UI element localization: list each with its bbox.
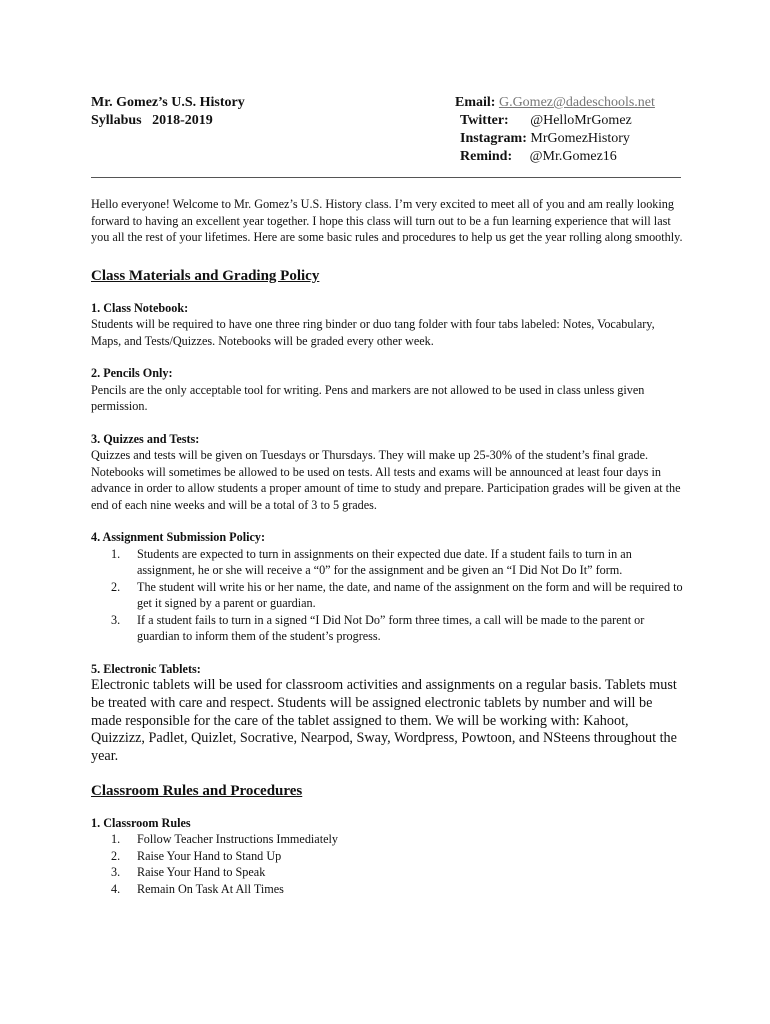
list-number: 2.: [111, 848, 121, 863]
list-text: The student will write his or her name, the date, and name of the assignment on the form and will be required to get it signed by a parent or guardian.: [137, 579, 683, 610]
section-heading-materials: Class Materials and Grading Policy: [91, 267, 320, 284]
item-title: 3. Quizzes and Tests:: [91, 431, 200, 446]
list-item: [91, 546, 683, 579]
list-number: 2.: [111, 579, 121, 594]
item-text: Quizzes and tests will be given on Tuesdays or Thursdays. They will make up 25-30% of the student’s final grade. Notebooks will sometimes be allowed to be used on tests. All tests and exams will be announced at least four days in advance in order to allow students a proper amount of time to study and prepare. Participation grades will be given at the end of each nine weeks and will be a total of 3 to 5 grades.: [91, 448, 681, 512]
contact-block: [455, 94, 655, 166]
item-text: Students will be required to have one three ring binder or duo tang folder with four tabs labeled: Notes, Vocabulary, Maps, and Tests/Quizzes. Notebooks will be graded every other week.: [91, 317, 655, 348]
list-number: 3.: [111, 612, 121, 627]
item-text: Pencils are the only acceptable tool for writing. Pens and markers are not allowed to be used in class unless given permission.: [91, 382, 645, 413]
list-text: Follow Teacher Instructions Immediately: [137, 832, 338, 847]
instagram-label: Instagram:: [460, 131, 527, 146]
list-number: 1.: [111, 546, 121, 561]
email-label: Email:: [455, 95, 496, 110]
list-item: [91, 848, 683, 865]
list-text: Raise Your Hand to Stand Up: [137, 848, 282, 863]
remind-handle: @Mr.Gomez16: [529, 149, 617, 164]
remind-row: [455, 148, 655, 166]
email-row: [455, 94, 655, 112]
item-assignment-submission: [91, 529, 683, 645]
item-title: 1. Classroom Rules: [91, 815, 191, 830]
list-text: Remain On Task At All Times: [137, 881, 284, 896]
list-item: [91, 831, 683, 848]
list-text: Raise Your Hand to Speak: [137, 865, 266, 880]
section-heading-rules: Classroom Rules and Procedures: [91, 782, 303, 799]
list-number: 4.: [111, 881, 121, 896]
item-class-notebook: [91, 300, 683, 350]
syllabus-body: [91, 196, 683, 913]
list-item: [91, 864, 683, 881]
item-classroom-rules: [91, 815, 683, 898]
item-title: 2. Pencils Only:: [91, 366, 173, 380]
title-line-1: Mr. Gomez’s U.S. History: [91, 95, 245, 110]
email-link[interactable]: G.Gomez@dadeschools.net: [498, 95, 655, 110]
instagram-handle: MrGomezHistory: [530, 131, 630, 146]
instagram-row: [455, 130, 655, 148]
header-divider: [91, 177, 681, 178]
item-title: 5. Electronic Tablets:: [91, 661, 201, 676]
list-item: [91, 881, 683, 898]
item-title: 4. Assignment Submission Policy:: [91, 530, 266, 544]
item-text: Electronic tablets will be used for classroom activities and assignments on a regular basis. Tablets must be treated with care and respect. Students will be assigned electronic tablets by number and will be made responsible for the care of the tablet assigned to them. We will be working with: Kahoot, Quizzizz, Padlet, Quizlet, Socrative, Nearpod, Sway, Wordpress, Powtoon, and NSteens throughout the year.: [91, 677, 677, 765]
list-text: If a student fails to turn in a signed “I Did Not Do” form three times, a call will be made to the parent or guardian to inform them of the student’s progress.: [137, 612, 645, 643]
list-number: 3.: [111, 865, 121, 880]
intro-paragraph: Hello everyone! Welcome to Mr. Gomez’s U.S. History class. I’m very excited to meet all of you and am really looking forward to having an excellent year together. I hope this class will turn out to be a fun learning experience that will last you all the rest of your lifetimes. Here are some basic rules and procedures to help us get the year rolling along smoothly.: [91, 197, 683, 244]
rules-list: [91, 831, 683, 897]
submission-list: [91, 546, 683, 645]
list-number: 1.: [111, 832, 121, 847]
list-item: [91, 579, 683, 612]
item-title: 1. Class Notebook:: [91, 300, 189, 315]
twitter-row: [455, 112, 655, 130]
list-item: [91, 612, 683, 645]
item-electronic-tablets: [91, 661, 683, 766]
twitter-label: Twitter:: [460, 113, 509, 128]
twitter-handle: @HelloMrGomez: [530, 113, 632, 128]
list-text: Students are expected to turn in assignments on their expected due date. If a student fails to turn in an assignment, he or she will receive a “0” for the assignment and be given an “I Did Not Do It” form.: [137, 546, 632, 577]
item-quizzes-tests: [91, 431, 683, 514]
document-title: [91, 94, 245, 130]
item-pencils-only: [91, 365, 683, 415]
remind-label: Remind:: [460, 149, 513, 164]
title-line-2: Syllabus 2018-2019: [91, 113, 213, 128]
